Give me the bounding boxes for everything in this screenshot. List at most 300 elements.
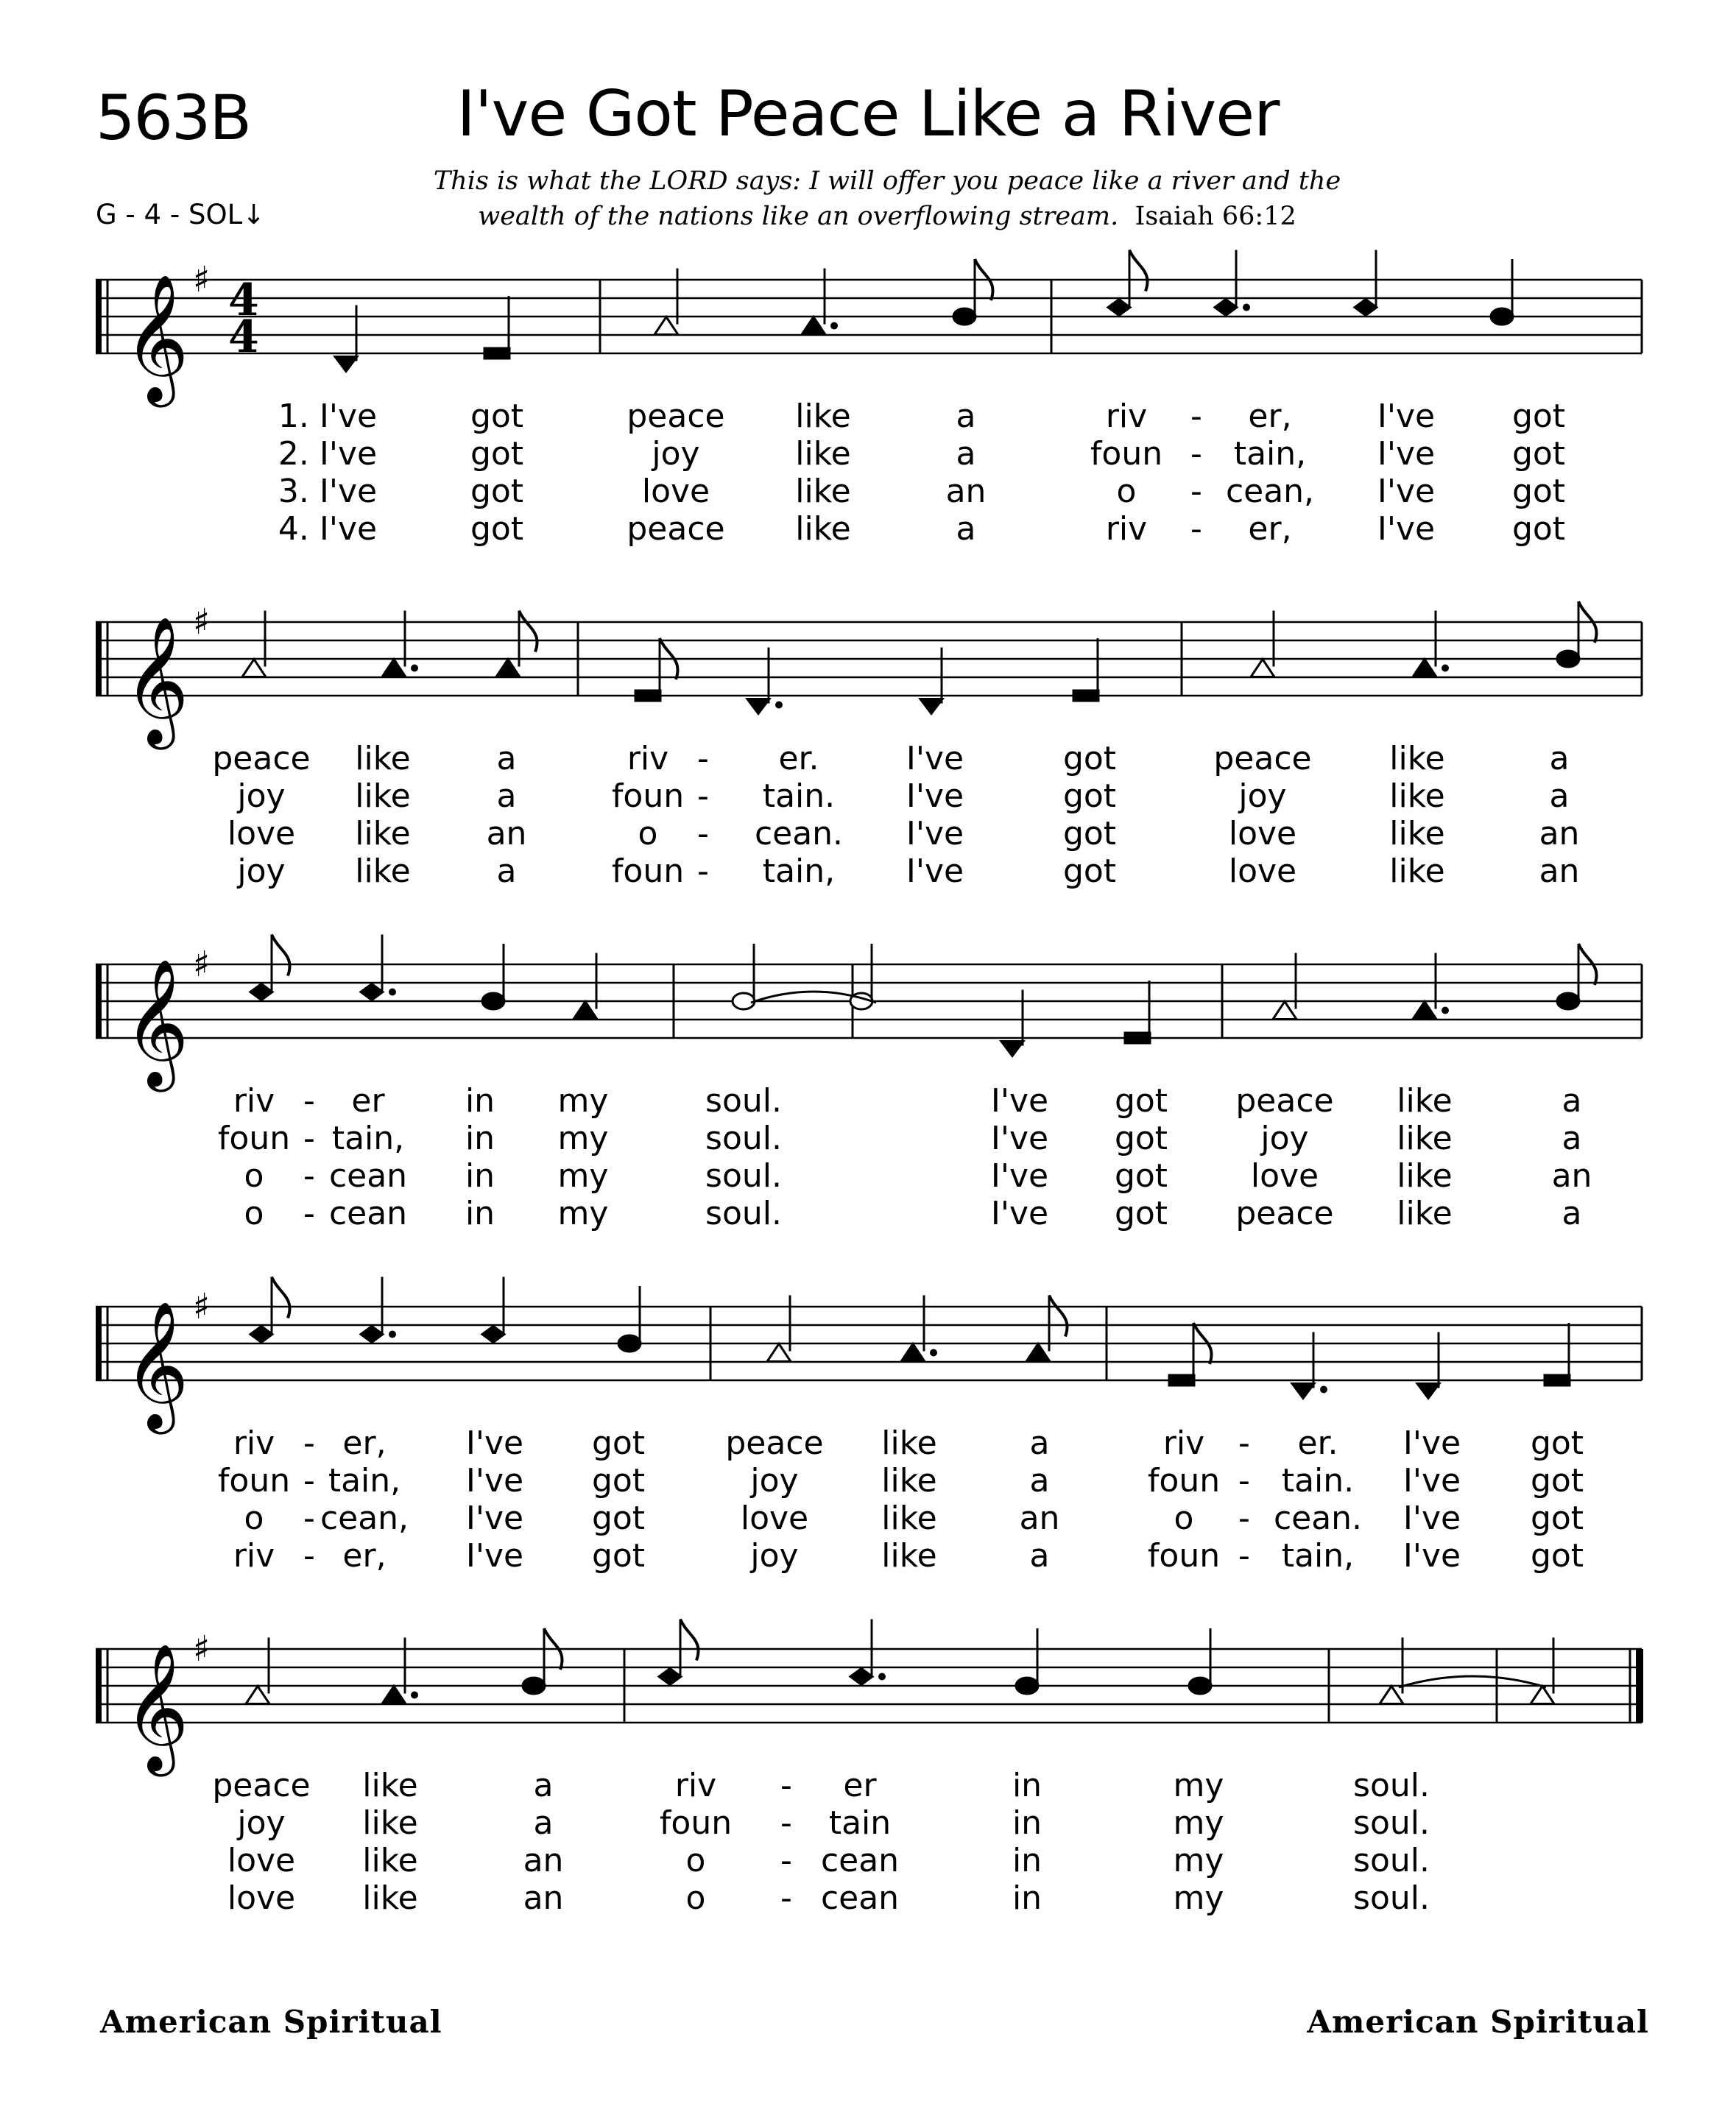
lyric-syllable: love xyxy=(1228,852,1297,890)
note-head xyxy=(901,1344,925,1362)
note-flag xyxy=(1129,250,1148,292)
lyric-syllable: - xyxy=(780,1842,792,1879)
lyric-syllable: I've xyxy=(990,1157,1049,1195)
lyric-syllable: soul. xyxy=(705,1157,782,1195)
note-dot xyxy=(878,1673,886,1681)
lyric-syllable: a xyxy=(1562,1082,1582,1120)
lyric-syllable: joy xyxy=(237,852,286,890)
lyric-syllable: peace xyxy=(627,398,725,435)
note-head xyxy=(250,1327,272,1343)
note-head xyxy=(1125,1033,1150,1043)
note-head xyxy=(482,993,504,1009)
note-head xyxy=(482,1327,504,1343)
lyric-syllable: an xyxy=(1539,815,1580,852)
lyric-syllable: joy xyxy=(750,1537,799,1575)
lyric-syllable: in xyxy=(465,1082,495,1120)
credit-left: American Spiritual xyxy=(100,2004,442,2040)
lyric-syllable: got xyxy=(1511,473,1566,510)
lyric-syllable: got xyxy=(470,473,524,510)
lyric-syllable: joy xyxy=(750,1462,799,1500)
lyric-syllable: er xyxy=(351,1082,385,1120)
lyric-syllable: like xyxy=(355,852,411,890)
lyric-syllable: got xyxy=(1511,510,1566,548)
lyric-syllable: I've xyxy=(990,1195,1049,1232)
lyric-syllable: a xyxy=(1029,1462,1050,1500)
lyric-syllable: a xyxy=(956,510,976,548)
lyric-syllable: er. xyxy=(1297,1424,1338,1462)
lyric-syllable: like xyxy=(362,1842,418,1879)
staff-system xyxy=(0,534,1736,890)
lyric-syllable: - xyxy=(1190,473,1202,510)
lyric-syllable: my xyxy=(557,1195,609,1232)
lyric-syllable: - xyxy=(697,777,709,815)
lyric-syllable: foun xyxy=(1090,435,1163,473)
lyric-syllable: riv xyxy=(233,1082,275,1120)
sharp-icon: ♯ xyxy=(193,259,211,300)
lyric-syllable: love xyxy=(227,815,296,852)
lyric-syllable: riv xyxy=(233,1424,275,1462)
lyric-syllable: peace xyxy=(1213,740,1312,777)
note-head xyxy=(802,317,825,335)
note-dot xyxy=(389,1331,396,1338)
note-head xyxy=(335,357,357,372)
lyric-syllable: got xyxy=(1062,740,1117,777)
staff-system xyxy=(0,1218,1736,1575)
lyric-syllable: got xyxy=(470,435,524,473)
lyric-syllable: like xyxy=(1397,1157,1453,1195)
note-head xyxy=(1001,1042,1023,1056)
lyric-syllable: joy xyxy=(1238,777,1287,815)
lyric-syllable: o xyxy=(1116,473,1137,510)
scripture-line-2: wealth of the nations like an overflowing stream. xyxy=(478,202,1119,231)
lyric-syllable: er, xyxy=(342,1424,387,1462)
lyric-syllable: - xyxy=(1190,435,1202,473)
lyric-syllable: I've xyxy=(1402,1424,1461,1462)
lyric-syllable: a xyxy=(533,1804,554,1842)
lyric-syllable: soul. xyxy=(705,1120,782,1157)
lyric-syllable: an xyxy=(486,815,527,852)
lyric-syllable: like xyxy=(1397,1195,1453,1232)
lyric-syllable: 3. I've xyxy=(278,473,378,510)
lyric-syllable: like xyxy=(1389,852,1445,890)
lyric-syllable: love xyxy=(641,473,710,510)
lyric-syllable: cean xyxy=(820,1879,900,1917)
lyric-syllable: soul. xyxy=(705,1195,782,1232)
lyric-syllable: - xyxy=(780,1879,792,1917)
treble-clef-icon: 𝄞 xyxy=(124,616,189,744)
note-head xyxy=(382,1687,406,1704)
note-head xyxy=(1251,660,1274,677)
lyric-syllable: cean, xyxy=(1225,473,1315,510)
lyric-syllable: tain, xyxy=(331,1120,405,1157)
lyric-syllable: peace xyxy=(627,510,725,548)
lyric-syllable: 1. I've xyxy=(278,398,378,435)
lyric-syllable: my xyxy=(557,1157,609,1195)
lyric-syllable: tain. xyxy=(1281,1462,1355,1500)
lyric-syllable: riv xyxy=(1162,1424,1205,1462)
lyric-syllable: tain, xyxy=(1233,435,1307,473)
lyric-syllable: cean, xyxy=(320,1500,409,1537)
note-dot xyxy=(1320,1386,1327,1394)
opening-barline xyxy=(96,1307,102,1380)
lyric-syllable: I've xyxy=(465,1537,524,1575)
lyric-syllable: I've xyxy=(1377,398,1436,435)
lyric-syllable: er, xyxy=(1248,510,1292,548)
lyric-syllable: like xyxy=(362,1879,418,1917)
lyric-syllable: - xyxy=(303,1157,315,1195)
lyric-syllable: I've xyxy=(1402,1537,1461,1575)
lyric-syllable: cean xyxy=(328,1157,408,1195)
note-head xyxy=(1215,300,1237,316)
scripture-reference: Isaiah 66:12 xyxy=(1135,202,1296,231)
lyric-syllable: foun xyxy=(1147,1537,1221,1575)
lyric-syllable: cean. xyxy=(754,815,844,852)
note-flag xyxy=(1049,1296,1068,1337)
lyric-syllable: a xyxy=(1549,777,1570,815)
lyric-syllable: in xyxy=(1012,1879,1042,1917)
lyric-syllable: peace xyxy=(1235,1195,1334,1232)
lyric-syllable: tain, xyxy=(762,852,836,890)
lyric-syllable: o xyxy=(244,1500,264,1537)
note-dot xyxy=(830,322,838,330)
note-head xyxy=(361,984,383,1000)
lyric-syllable: o xyxy=(1174,1500,1194,1537)
lyric-syllable: cean. xyxy=(1273,1500,1363,1537)
lyric-syllable: an xyxy=(1019,1500,1060,1537)
lyric-syllable: got xyxy=(470,510,524,548)
lyric-syllable: an xyxy=(523,1842,564,1879)
final-barline-thick xyxy=(1636,1649,1643,1723)
lyric-syllable: like xyxy=(355,740,411,777)
lyric-syllable: my xyxy=(1173,1879,1224,1917)
lyric-syllable: er. xyxy=(778,740,819,777)
credit-right: American Spiritual xyxy=(1307,2004,1649,2040)
note-dot xyxy=(1442,1007,1449,1014)
note-head xyxy=(920,699,942,714)
opening-barline xyxy=(96,1649,102,1723)
note-head xyxy=(1557,651,1579,667)
note-head xyxy=(1026,1344,1050,1362)
note-head xyxy=(1108,300,1130,316)
lyric-syllable: an xyxy=(1551,1157,1592,1195)
lyric-syllable: foun xyxy=(659,1804,733,1842)
lyric-syllable: a xyxy=(1549,740,1570,777)
lyric-syllable: I've xyxy=(1377,473,1436,510)
lyric-syllable: love xyxy=(1250,1157,1319,1195)
staff-system xyxy=(0,876,1736,1232)
lyric-syllable: in xyxy=(1012,1767,1042,1804)
staff-system xyxy=(0,1561,1736,1917)
lyric-syllable: - xyxy=(303,1195,315,1232)
note-flag xyxy=(680,1620,699,1661)
lyric-syllable: I've xyxy=(1377,510,1436,548)
lyric-syllable: got xyxy=(1530,1500,1584,1537)
note-dot xyxy=(411,665,418,672)
lyric-syllable: cean xyxy=(820,1842,900,1879)
lyric-syllable: like xyxy=(362,1767,418,1804)
lyric-syllable: got xyxy=(1062,852,1117,890)
lyric-syllable: like xyxy=(355,777,411,815)
lyric-syllable: got xyxy=(1114,1082,1168,1120)
lyric-syllable: like xyxy=(362,1804,418,1842)
lyric-syllable: I've xyxy=(1402,1462,1461,1500)
lyric-syllable: a xyxy=(496,852,517,890)
lyric-syllable: - xyxy=(303,1537,315,1575)
lyric-syllable: my xyxy=(1173,1842,1224,1879)
lyric-syllable: tain. xyxy=(762,777,836,815)
lyric-syllable: peace xyxy=(1235,1082,1334,1120)
lyric-syllable: got xyxy=(470,398,524,435)
lyric-syllable: - xyxy=(303,1462,315,1500)
lyric-syllable: joy xyxy=(237,777,286,815)
lyric-syllable: a xyxy=(1029,1424,1050,1462)
lyric-syllable: got xyxy=(1511,435,1566,473)
lyric-syllable: er, xyxy=(342,1537,387,1575)
lyric-syllable: - xyxy=(303,1424,315,1462)
opening-barline xyxy=(96,622,102,696)
opening-barline xyxy=(96,964,102,1038)
lyric-syllable: like xyxy=(1397,1120,1453,1157)
lyric-syllable: a xyxy=(1562,1195,1582,1232)
lyric-syllable: like xyxy=(1389,740,1445,777)
lyric-syllable: - xyxy=(1238,1462,1250,1500)
lyric-syllable: joy xyxy=(652,435,700,473)
lyric-syllable: tain xyxy=(828,1804,892,1842)
note-head xyxy=(1557,993,1579,1009)
note-head xyxy=(246,1687,269,1704)
lyric-syllable: I've xyxy=(465,1462,524,1500)
lyric-syllable: got xyxy=(1530,1424,1584,1462)
note-head xyxy=(733,993,755,1009)
lyric-syllable: o xyxy=(244,1157,264,1195)
note-head xyxy=(747,699,769,714)
lyric-syllable: my xyxy=(557,1082,609,1120)
lyric-syllable: - xyxy=(697,815,709,852)
lyric-syllable: a xyxy=(956,398,976,435)
lyric-syllable: soul. xyxy=(1353,1842,1430,1879)
lyric-syllable: love xyxy=(1228,815,1297,852)
hymn-number: 563B xyxy=(96,82,250,154)
lyric-syllable: joy xyxy=(1260,1120,1309,1157)
lyric-syllable: I've xyxy=(465,1500,524,1537)
note-dot xyxy=(930,1349,937,1357)
lyric-syllable: tain, xyxy=(328,1462,401,1500)
lyric-syllable: I've xyxy=(990,1120,1049,1157)
lyric-syllable: - xyxy=(1190,510,1202,548)
lyric-syllable: in xyxy=(465,1195,495,1232)
note-dot xyxy=(775,702,783,709)
lyric-syllable: got xyxy=(1530,1537,1584,1575)
note-head xyxy=(1189,1678,1211,1694)
sharp-icon: ♯ xyxy=(193,944,211,985)
key-tempo-info: G - 4 - SOL↓ xyxy=(96,199,266,230)
opening-barline xyxy=(96,280,102,353)
lyric-syllable: love xyxy=(227,1842,296,1879)
lyric-syllable: my xyxy=(557,1120,609,1157)
lyric-syllable: - xyxy=(1238,1424,1250,1462)
lyric-syllable: - xyxy=(303,1500,315,1537)
note-head xyxy=(1491,308,1513,325)
lyric-syllable: - xyxy=(697,852,709,890)
lyric-syllable: peace xyxy=(212,740,311,777)
lyric-syllable: I've xyxy=(465,1424,524,1462)
lyric-syllable: in xyxy=(1012,1842,1042,1879)
lyric-syllable: like xyxy=(1389,815,1445,852)
note-head xyxy=(1073,691,1098,701)
note-head xyxy=(1413,660,1436,677)
lyric-syllable: - xyxy=(1238,1537,1250,1575)
lyric-syllable: got xyxy=(1114,1157,1168,1195)
lyric-syllable: er, xyxy=(1248,398,1292,435)
treble-clef-icon: 𝄞 xyxy=(124,1301,189,1429)
note-head xyxy=(654,317,678,335)
lyric-syllable: er xyxy=(843,1767,877,1804)
lyric-syllable: got xyxy=(1511,398,1566,435)
treble-clef-icon: 𝄞 xyxy=(124,274,189,402)
lyric-syllable: foun xyxy=(1147,1462,1221,1500)
lyric-syllable: love xyxy=(227,1879,296,1917)
lyric-syllable: - xyxy=(780,1767,792,1804)
note-head xyxy=(1016,1678,1038,1694)
note-head xyxy=(850,1669,872,1685)
hymn-title: I've Got Peace Like a River xyxy=(456,77,1280,151)
lyric-syllable: like xyxy=(795,473,851,510)
lyric-syllable: I've xyxy=(990,1082,1049,1120)
lyric-syllable: got xyxy=(1062,815,1117,852)
lyric-syllable: got xyxy=(1530,1462,1584,1500)
note-head xyxy=(635,691,660,701)
note-head xyxy=(1292,1384,1314,1399)
time-signature-top: 4 xyxy=(228,275,259,326)
lyric-syllable: got xyxy=(591,1424,646,1462)
lyric-syllable: 4. I've xyxy=(278,510,378,548)
lyric-syllable: got xyxy=(591,1500,646,1537)
note-head xyxy=(361,1327,383,1343)
note-dot xyxy=(1243,304,1250,311)
lyric-syllable: got xyxy=(591,1537,646,1575)
note-head xyxy=(1413,1002,1436,1020)
lyric-syllable: o xyxy=(244,1195,264,1232)
lyric-syllable: got xyxy=(591,1462,646,1500)
lyric-syllable: I've xyxy=(906,777,964,815)
lyric-syllable: like xyxy=(795,398,851,435)
lyric-syllable: like xyxy=(1397,1082,1453,1120)
lyric-syllable: foun xyxy=(217,1120,291,1157)
lyric-syllable: a xyxy=(496,740,517,777)
lyric-syllable: - xyxy=(1238,1500,1250,1537)
lyric-syllable: tain, xyxy=(1281,1537,1355,1575)
note-head xyxy=(382,660,406,677)
lyric-syllable: in xyxy=(465,1157,495,1195)
lyric-syllable: like xyxy=(795,435,851,473)
note-head xyxy=(1169,1375,1194,1385)
lyric-syllable: soul. xyxy=(1353,1767,1430,1804)
lyric-syllable: a xyxy=(1029,1537,1050,1575)
lyric-syllable: a xyxy=(496,777,517,815)
note-head xyxy=(1417,1384,1439,1399)
lyric-syllable: an xyxy=(1539,852,1580,890)
note-head xyxy=(1380,1687,1403,1704)
note-dot xyxy=(389,989,396,996)
note-head xyxy=(1531,1687,1554,1704)
note-dot xyxy=(411,1692,418,1699)
lyric-syllable: an xyxy=(523,1879,564,1917)
lyric-syllable: 2. I've xyxy=(278,435,378,473)
lyric-syllable: I've xyxy=(1377,435,1436,473)
note-flag xyxy=(519,611,537,652)
treble-clef-icon: 𝄞 xyxy=(124,958,189,1087)
note-head xyxy=(574,1002,597,1020)
note-dot xyxy=(1442,665,1449,672)
lyric-syllable: my xyxy=(1173,1804,1224,1842)
staff-system xyxy=(0,191,1736,548)
lyric-syllable: - xyxy=(303,1082,315,1120)
note-head xyxy=(242,660,266,677)
lyric-syllable: in xyxy=(465,1120,495,1157)
lyric-syllable: foun xyxy=(611,777,685,815)
note-head xyxy=(496,660,520,677)
lyric-syllable: got xyxy=(1062,777,1117,815)
treble-clef-icon: 𝄞 xyxy=(124,1643,189,1771)
lyric-syllable: - xyxy=(1190,398,1202,435)
lyric-syllable: riv xyxy=(674,1767,717,1804)
lyric-syllable: got xyxy=(1114,1195,1168,1232)
lyric-syllable: my xyxy=(1173,1767,1224,1804)
note-head xyxy=(1273,1002,1296,1020)
lyric-syllable: - xyxy=(780,1804,792,1842)
lyric-syllable: peace xyxy=(212,1767,311,1804)
lyric-syllable: o xyxy=(685,1879,706,1917)
lyric-syllable: I've xyxy=(906,852,964,890)
lyric-syllable: I've xyxy=(1402,1500,1461,1537)
lyric-syllable: riv xyxy=(627,740,669,777)
note-head xyxy=(659,1669,681,1685)
lyric-syllable: joy xyxy=(237,1804,286,1842)
note-flag xyxy=(272,935,290,976)
sharp-icon: ♯ xyxy=(193,1286,211,1327)
note-head xyxy=(250,984,272,1000)
lyric-syllable: like xyxy=(881,1537,937,1575)
note-head xyxy=(484,348,509,359)
lyric-syllable: riv xyxy=(1105,398,1148,435)
lyric-syllable: like xyxy=(355,815,411,852)
lyric-syllable: riv xyxy=(1105,510,1148,548)
note-head xyxy=(767,1344,791,1362)
lyric-syllable: like xyxy=(881,1500,937,1537)
lyric-syllable: o xyxy=(685,1842,706,1879)
lyric-syllable: like xyxy=(1389,777,1445,815)
scripture-line-1: This is what the LORD says: I will offer you peace like a river and the xyxy=(433,166,1341,196)
lyric-syllable: - xyxy=(697,740,709,777)
lyric-syllable: foun xyxy=(611,852,685,890)
lyric-syllable: an xyxy=(945,473,987,510)
lyric-syllable: a xyxy=(956,435,976,473)
lyric-syllable: cean xyxy=(328,1195,408,1232)
lyric-syllable: a xyxy=(1562,1120,1582,1157)
lyric-syllable: soul. xyxy=(705,1082,782,1120)
lyric-syllable: - xyxy=(303,1120,315,1157)
lyric-syllable: like xyxy=(795,510,851,548)
note-head xyxy=(1355,300,1377,316)
lyric-syllable: like xyxy=(881,1424,937,1462)
note-head xyxy=(618,1335,641,1352)
sharp-icon: ♯ xyxy=(193,601,211,643)
note-head xyxy=(953,308,975,325)
lyric-syllable: got xyxy=(1114,1120,1168,1157)
lyric-syllable: riv xyxy=(233,1537,275,1575)
lyric-syllable: like xyxy=(881,1462,937,1500)
lyric-syllable: love xyxy=(740,1500,809,1537)
